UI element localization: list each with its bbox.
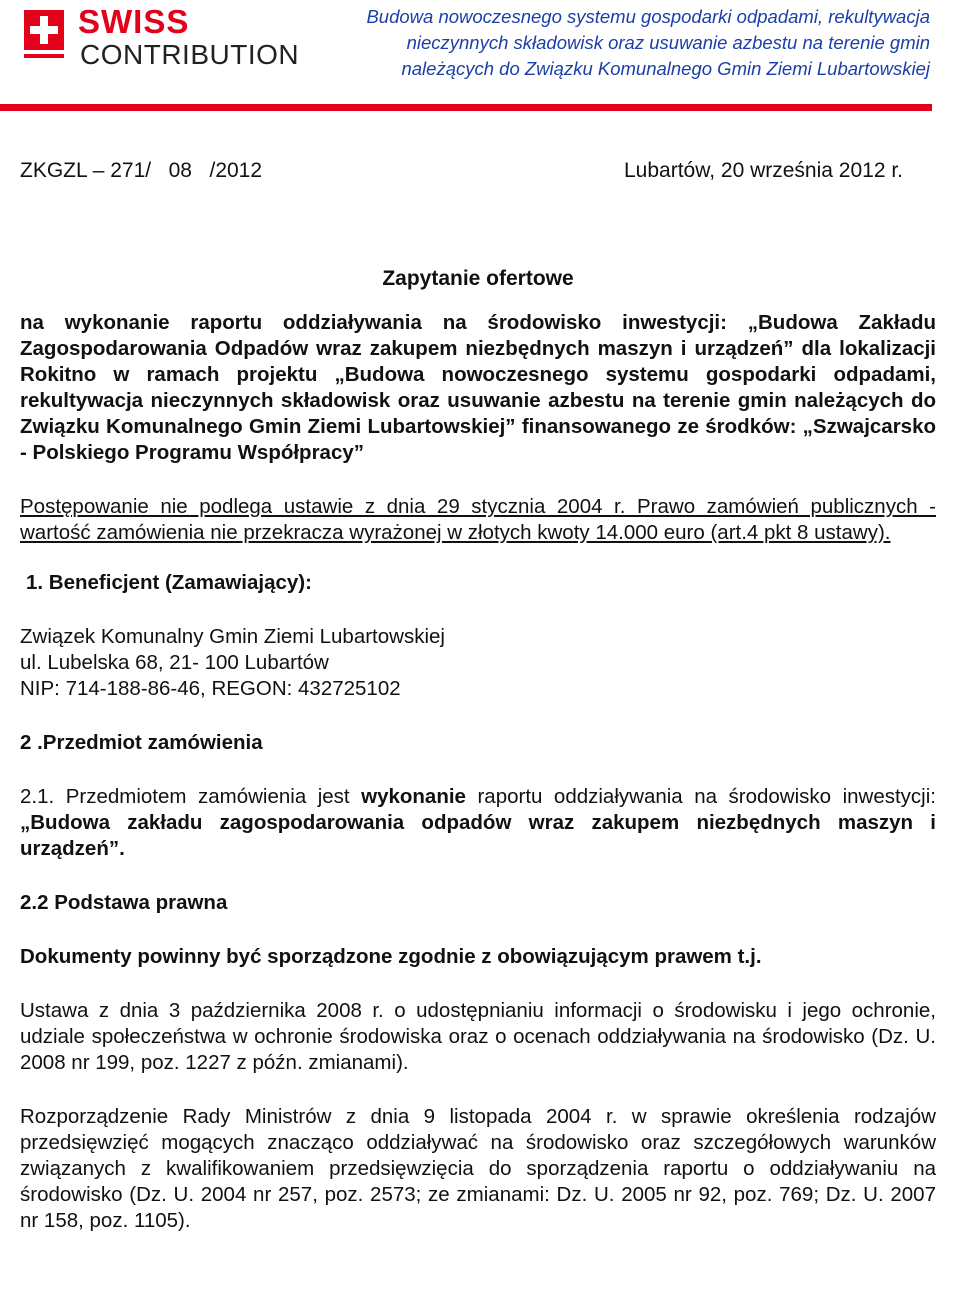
beneficiary-ids: NIP: 714-188-86-46, REGON: 432725102: [20, 677, 401, 700]
document-header: [0, 0, 960, 112]
section-2-2-heading: 2.2 Podstawa prawna: [20, 891, 228, 914]
swiss-cross-logo-icon: [20, 6, 68, 70]
beneficiary-address: ul. Lubelska 68, 21- 100 Lubartów: [20, 651, 329, 674]
section-2-1-prefix: 2.1. Przedmiotem zamówienia jest: [20, 785, 362, 808]
logo-line-contribution: CONTRIBUTION: [80, 39, 300, 70]
section-2-1-middle: raportu oddziaływania na środowisko inwestycji:: [465, 785, 936, 808]
document-title: Zapytanie ofertowe: [382, 267, 574, 290]
beneficiary-name: Związek Komunalny Gmin Ziemi Lubartowskiej: [20, 625, 445, 648]
logo-line-swiss: SWISS: [78, 3, 190, 40]
document-body: [20, 266, 936, 1234]
place-date: Lubartów, 20 września 2012 r.: [624, 159, 904, 182]
section-2-heading: 2 .Przedmiot zamówienia: [20, 731, 263, 754]
intro-paragraph: na wykonanie raportu oddziaływania na środowisko inwestycji: „Budowa Zakładu Zagospodarowania Odpadów wraz zakupem niezbędnych maszyn i urządzeń” dla lokalizacji Rokitno w ramach projektu „Budowa nowoczesnego systemu gospodarki odpadami, rekultywacja nieczynnych składowisk oraz usuwanie azbestu na terenie gmin należących do Związku Komunalnego Gmin Ziemi Lubartowskiej” finansowanego ze środków: „Szwajcarsko - Polskiego Programu Współpracy”: [20, 311, 936, 464]
project-title-line: należących do Związku Komunalnego Gmin Ziemi Lubartowskiej: [401, 58, 930, 79]
section-2-1-bold-term: wykonanie: [361, 785, 466, 808]
section-2-1-paragraph: [20, 784, 936, 862]
legal-basis-lead: Dokumenty powinny być sporządzone zgodnie z obowiązującym prawem t.j.: [20, 945, 762, 968]
project-title: [350, 4, 930, 82]
reference-number: ZKGZL – 271/ 08 /2012: [20, 159, 263, 182]
law-reference-2: Rozporządzenie Rady Ministrów z dnia 9 listopada 2004 r. w sprawie określenia rodzajów przedsięwzięć mogących znacząco oddziaływać na środowisko oraz szczegółowych warunków związanych z kwalifikowaniem przedsięwzięcia do sporządzenia raportu o oddziaływaniu na środowisko (Dz. U. 2004 nr 257, poz. 2573; ze zmianami: Dz. U. 2005 nr 92, poz. 769; Dz. U. 2007 nr 158, poz. 1105).: [20, 1105, 936, 1232]
swiss-contribution-logo: [18, 4, 338, 74]
section-1-heading: 1. Beneficjent (Zamawiający):: [26, 571, 312, 594]
beneficiary-block: [20, 624, 936, 702]
header-divider: [0, 104, 932, 111]
law-reference-1: Ustawa z dnia 3 października 2008 r. o udostępnianiu informacji o środowisku i jego ochronie, udziale społeczeństwa w ochronie środowiska oraz o ocenach oddziaływania na środowisko (Dz. U. 2008 nr 199, poz. 1227 z późn. zmianami).: [20, 999, 936, 1074]
procedure-note: Postępowanie nie podlega ustawie z dnia 29 stycznia 2004 r. Prawo zamówień publicznych - wartość zamówienia nie przekracza wyrażonej w złotych kwoty 14.000 euro (art.4 pkt 8 ustawy).: [20, 495, 936, 544]
project-title-line: nieczynnych składowisk oraz usuwanie azbestu na terenie gmin: [406, 32, 930, 53]
project-title-line: Budowa nowoczesnego systemu gospodarki odpadami, rekultywacja: [366, 6, 930, 27]
section-2-1-investment-name: „Budowa zakładu zagospodarowania odpadów wraz zakupem niezbędnych maszyn i urządzeń”.: [20, 811, 936, 860]
